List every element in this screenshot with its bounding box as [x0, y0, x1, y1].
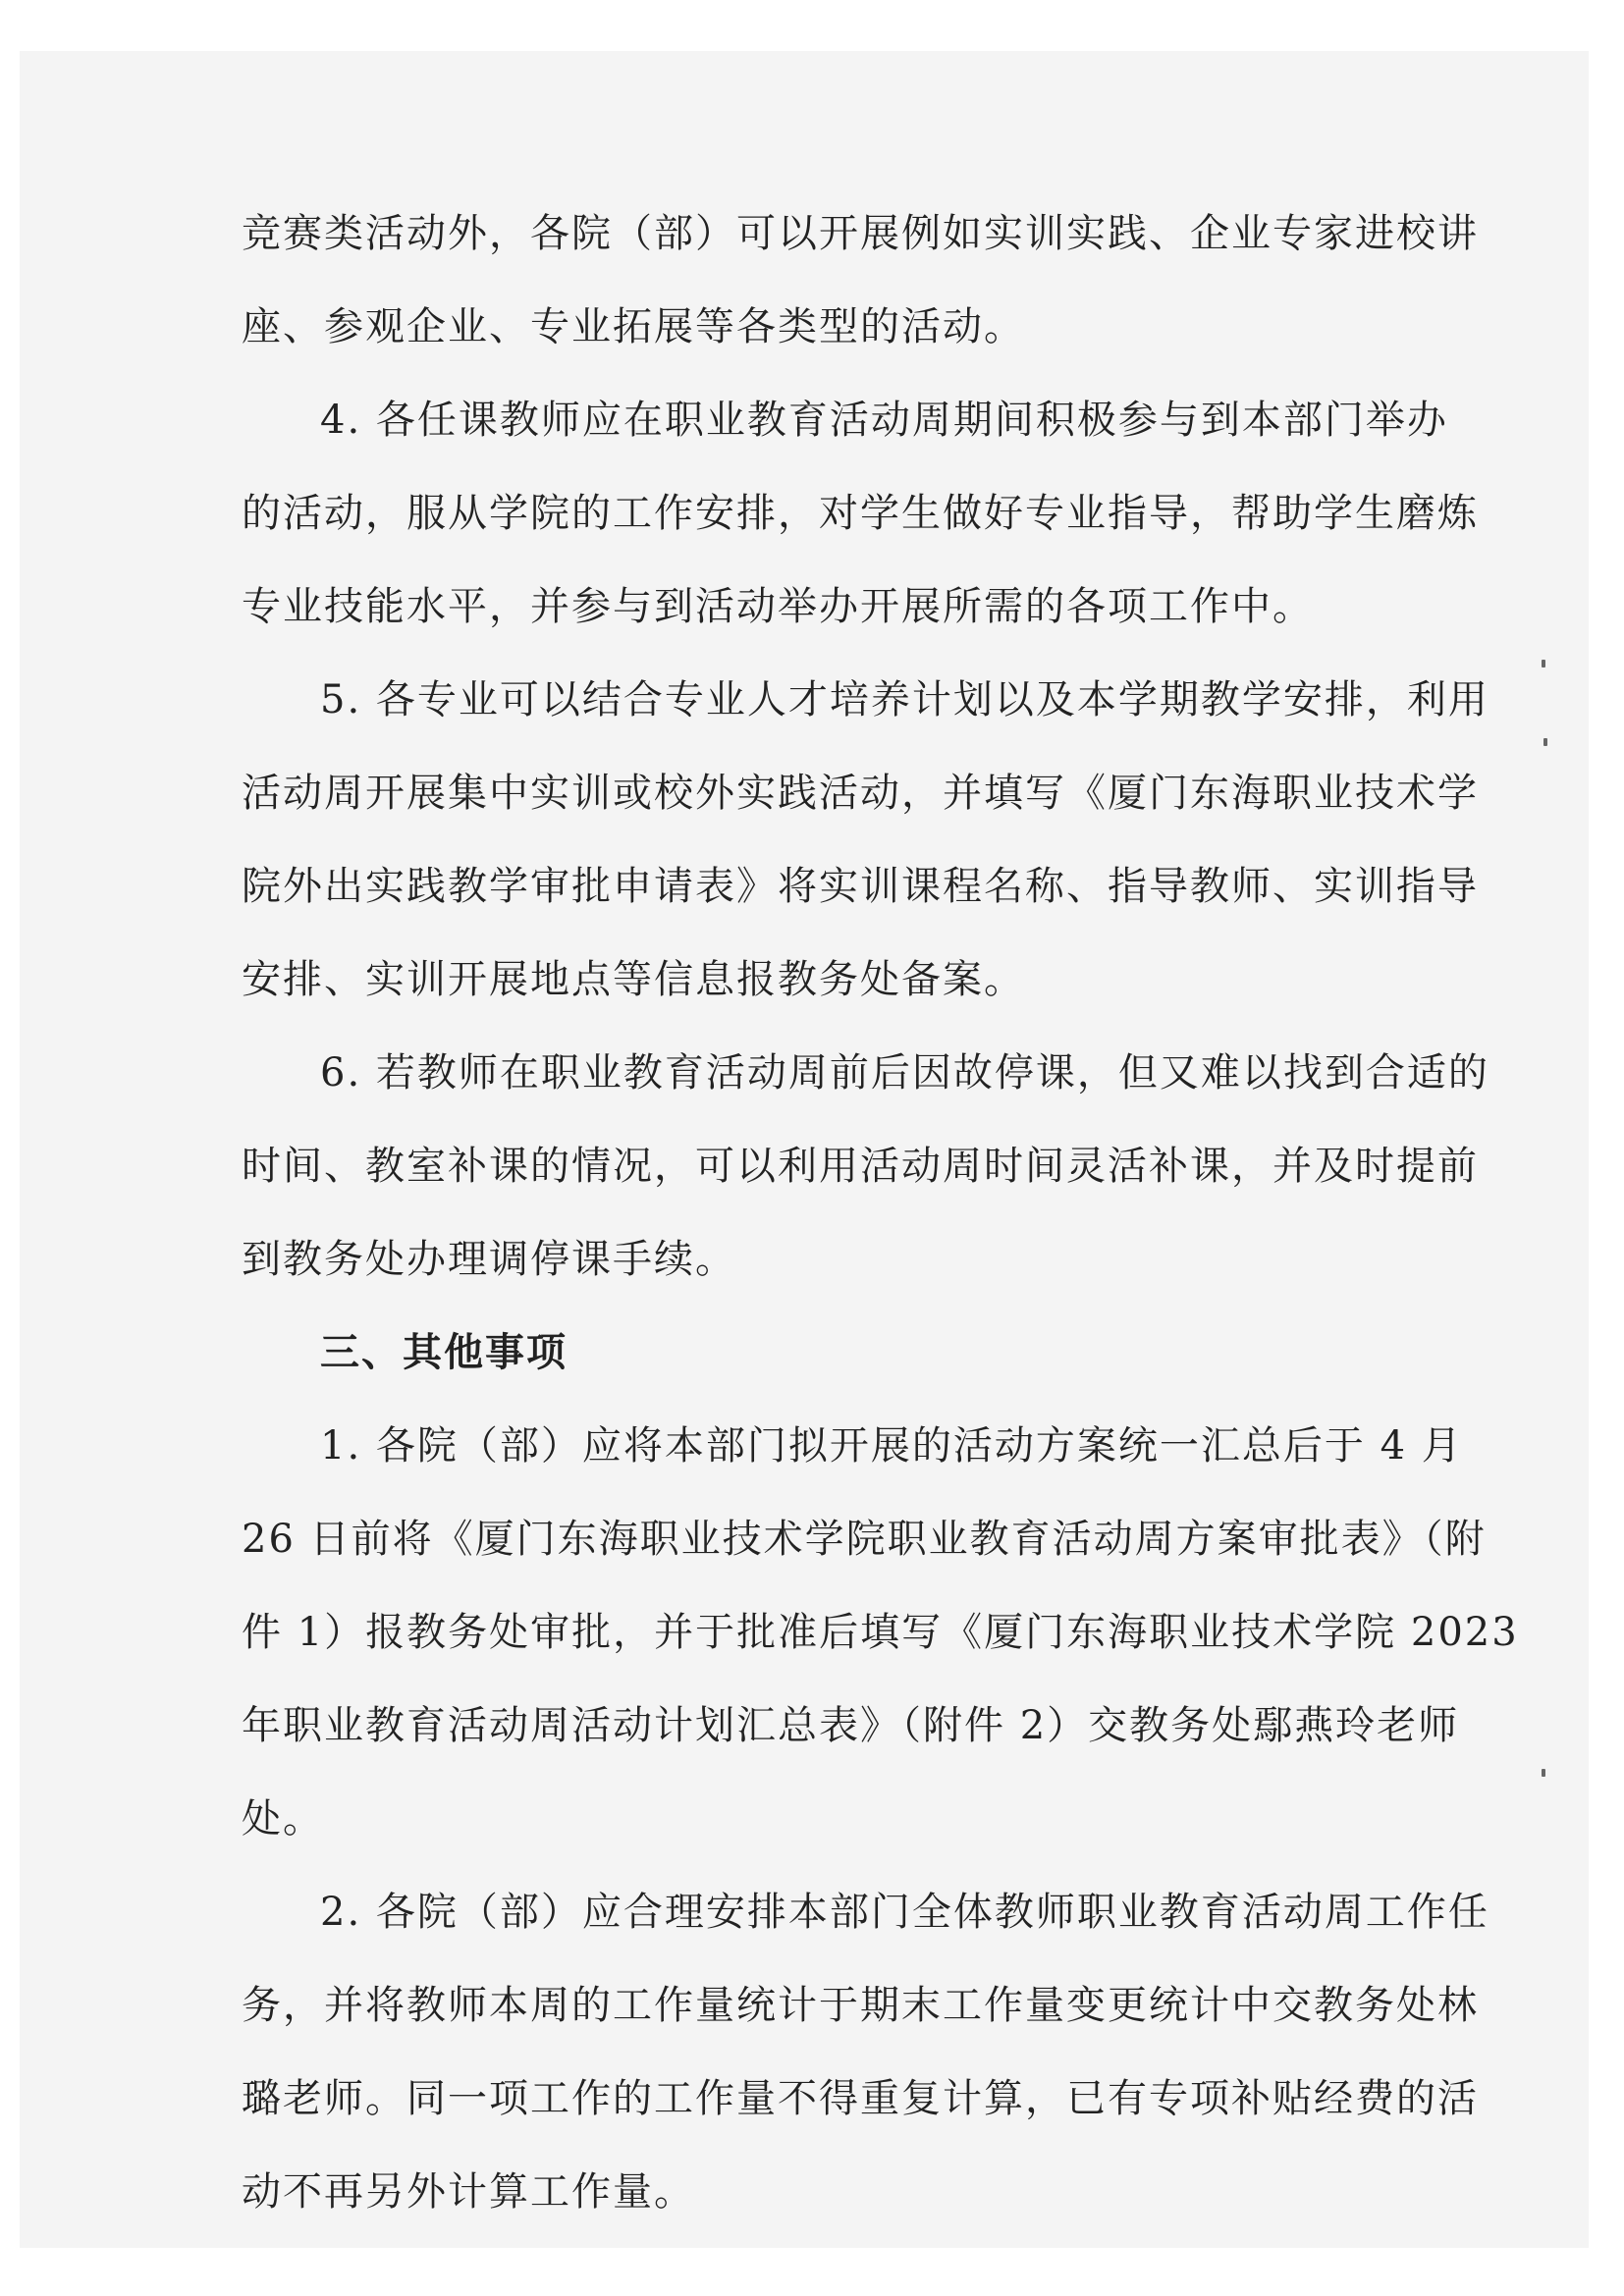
body-line: 务，并将教师本周的工作量统计于期末工作量变更统计中交教务处林	[242, 1983, 1479, 2028]
body-line: 竞赛类活动外，各院（部）可以开展例如实训实践、企业专家进校讲	[242, 211, 1479, 256]
scan-speck	[1543, 738, 1547, 746]
body-line: 璐老师。同一项工作的工作量不得重复计算，已有专项补贴经费的活	[242, 2076, 1479, 2121]
scanned-page	[20, 51, 1589, 2248]
body-line: 年职业教育活动周活动计划汇总表》（附件 2）交教务处鄢燕玲老师	[242, 1703, 1460, 1748]
scan-speck	[1542, 1769, 1545, 1777]
body-line: 处。	[242, 1796, 324, 1842]
paragraph-line: 5. 各专业可以结合专业人才培养计划以及本学期教学安排，利用	[320, 677, 1489, 722]
body-line: 件 1）报教务处审批，并于批准后填写《厦门东海职业技术学院 2023	[242, 1610, 1519, 1655]
body-line: 活动周开展集中实训或校外实践活动，并填写《厦门东海职业技术学	[242, 771, 1479, 816]
body-line: 院外出实践教学审批申请表》将实训课程名称、指导教师、实训指导	[242, 864, 1479, 909]
scan-speck	[1542, 660, 1545, 667]
body-line: 安排、实训开展地点等信息报教务处备案。	[242, 957, 1025, 1002]
body-line: 专业技能水平，并参与到活动举办开展所需的各项工作中。	[242, 584, 1314, 629]
body-line: 动不再另外计算工作量。	[242, 2169, 695, 2215]
paragraph-line: 2. 各院（部）应合理安排本部门全体教师职业教育活动周工作任	[320, 1890, 1489, 1935]
body-line: 座、参观企业、专业拓展等各类型的活动。	[242, 304, 1025, 349]
paragraph-line: 1. 各院（部）应将本部门拟开展的活动方案统一汇总后于 4 月	[320, 1423, 1463, 1468]
body-line: 的活动，服从学院的工作安排，对学生做好专业指导，帮助学生磨炼	[242, 491, 1479, 536]
body-line: 时间、教室补课的情况，可以利用活动周时间灵活补课，并及时提前	[242, 1144, 1479, 1189]
section-heading: 三、其他事项	[320, 1329, 568, 1375]
paragraph-line: 6. 若教师在职业教育活动周前后因故停课，但又难以找到合适的	[320, 1050, 1489, 1095]
body-line: 26 日前将《厦门东海职业技术学院职业教育活动周方案审批表》（附	[242, 1517, 1487, 1562]
paragraph-line: 4. 各任课教师应在职业教育活动周期间积极参与到本部门举办	[320, 398, 1448, 443]
body-line: 到教务处办理调停课手续。	[242, 1237, 736, 1282]
